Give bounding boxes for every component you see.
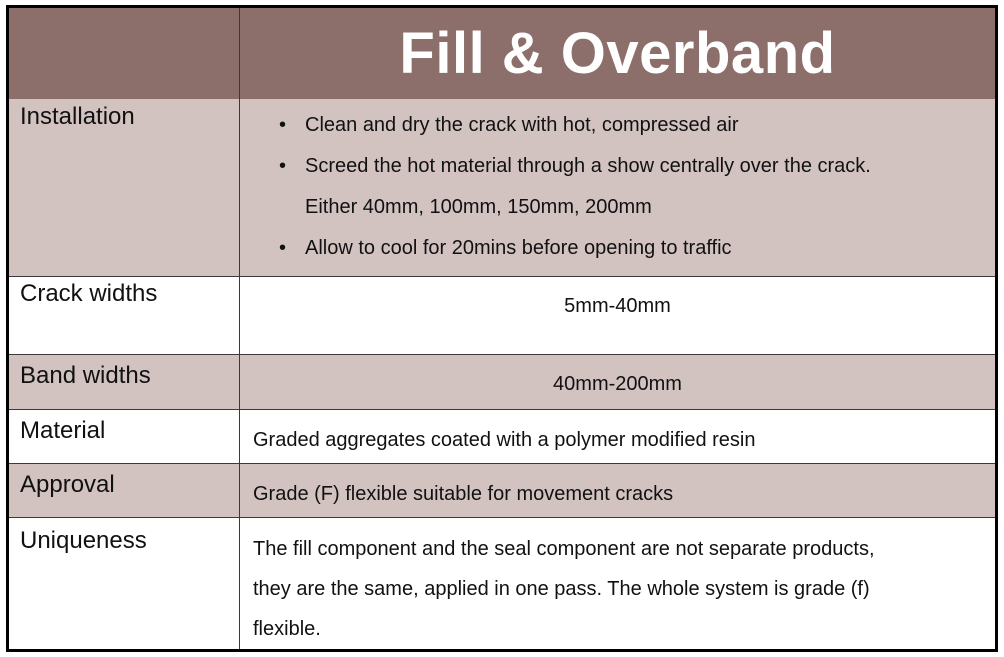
table-row-approval: [9, 463, 995, 517]
list-item-continuation: Either 40mm, 100mm, 150mm, 200mm: [305, 196, 652, 218]
table-row-band-widths: [9, 354, 995, 409]
list-item: [277, 105, 975, 146]
table-row-uniqueness: [9, 517, 995, 649]
column-divider: [239, 409, 240, 463]
bullet-icon: •: [279, 155, 287, 177]
installation-bullet-list: [277, 105, 975, 269]
row-divider: [9, 517, 995, 518]
band-widths-value: 40mm-200mm: [553, 373, 682, 395]
row-label-material: Material: [20, 417, 106, 444]
row-divider: [9, 409, 995, 410]
spec-table: [6, 5, 998, 652]
row-label-uniqueness: Uniqueness: [20, 527, 147, 554]
row-divider: [9, 276, 995, 277]
table-title: Fill & Overband: [399, 21, 836, 86]
column-divider: [239, 517, 240, 649]
crack-widths-value: 5mm-40mm: [564, 295, 671, 317]
uniqueness-line: flexible.: [253, 618, 321, 640]
list-item-text: Screed the hot material through a show centrally over the crack.: [305, 155, 871, 177]
table-header-row: [9, 8, 995, 99]
table-row-installation: [9, 99, 995, 276]
approval-value: Grade (F) flexible suitable for movement cracks: [253, 483, 674, 505]
list-item: [277, 228, 975, 269]
uniqueness-line: they are the same, applied in one pass. The whole system is grade (f): [253, 578, 870, 600]
uniqueness-line: The fill component and the seal component are not separate products,: [253, 538, 875, 560]
bullet-icon: •: [279, 114, 287, 136]
row-divider: [9, 463, 995, 464]
row-label-band-widths: Band widths: [20, 362, 151, 389]
row-label-installation: Installation: [20, 103, 135, 130]
list-item: [277, 146, 975, 228]
row-label-approval: Approval: [20, 471, 115, 498]
bullet-icon: •: [279, 237, 287, 259]
row-divider: [9, 354, 995, 355]
installation-steps: [277, 105, 975, 269]
table-row-crack-widths: [9, 276, 995, 354]
list-item-text: Clean and dry the crack with hot, compressed air: [305, 114, 739, 136]
uniqueness-value: [253, 529, 975, 649]
material-value: Graded aggregates coated with a polymer modified resin: [253, 429, 756, 451]
list-item-text: Allow to cool for 20mins before opening to traffic: [305, 237, 732, 259]
column-divider: [239, 99, 240, 276]
table-row-material: [9, 409, 995, 463]
column-divider: [239, 463, 240, 517]
row-label-crack-widths: Crack widths: [20, 280, 158, 307]
